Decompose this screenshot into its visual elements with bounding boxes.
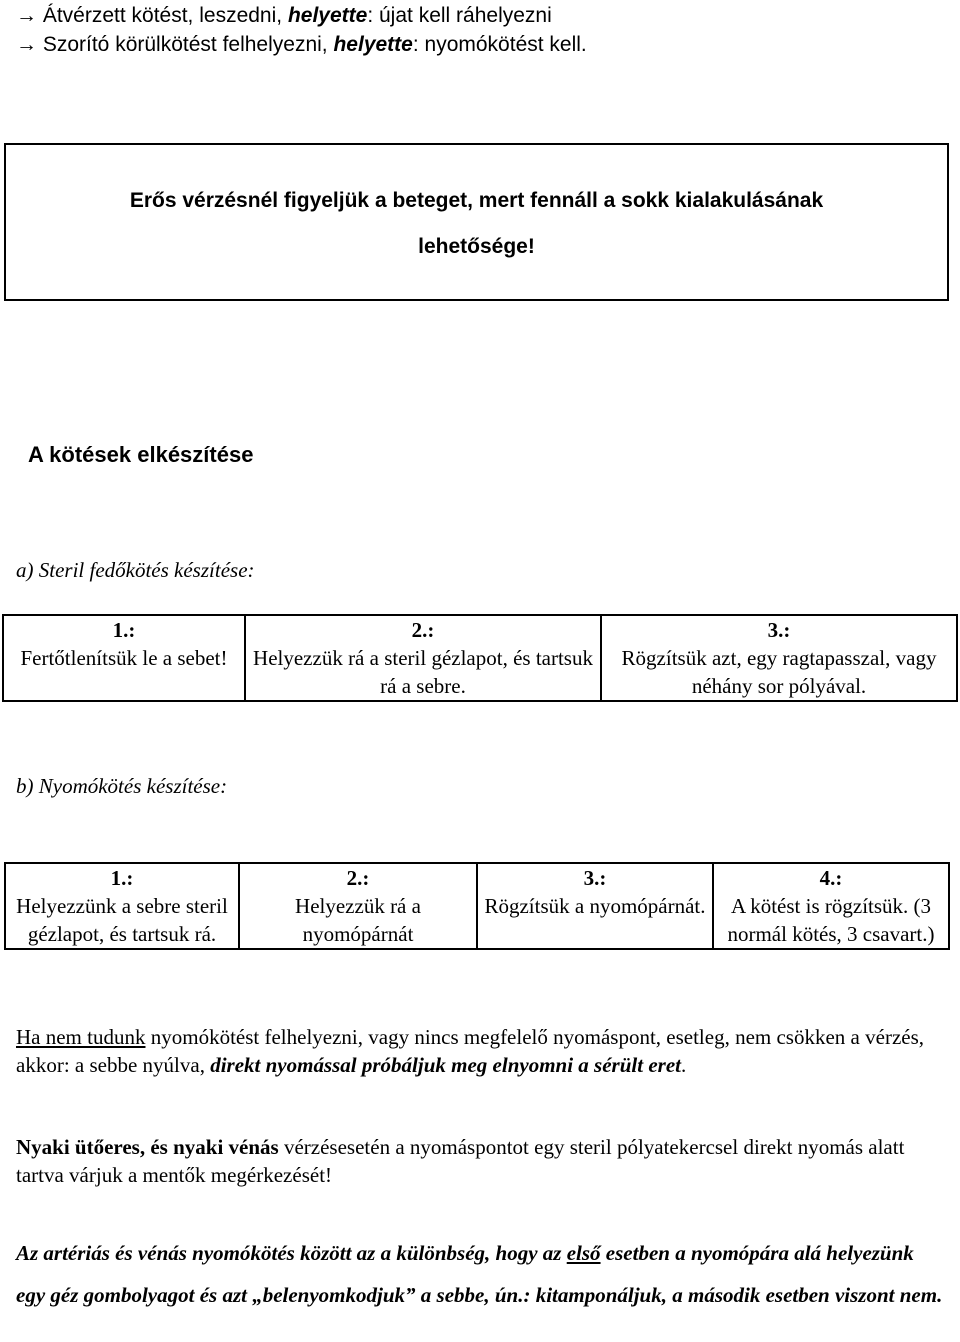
steril-step-3 bbox=[601, 615, 957, 701]
step-text: Helyezzük rá a nyomópárnát bbox=[295, 894, 421, 946]
nyomo-step-3 bbox=[477, 863, 713, 949]
nyomo-heading: b) Nyomókötés készítése: bbox=[16, 774, 228, 798]
step-number: 3.: bbox=[767, 618, 791, 642]
paragraph-text: vérzésesetén a nyomáspontot egy steril pólyatekercsel direkt nyomás alatt tartva várjuk a mentők megérkezését! bbox=[16, 1135, 905, 1187]
warning-line-1: Erős vérzésnél figyeljük a beteget, mert fennáll a sokk kialakulásának bbox=[129, 189, 824, 212]
instruction-emphasis: helyette bbox=[287, 4, 368, 27]
nyomo-step-2 bbox=[239, 863, 477, 949]
step-text: Rögzítsük a nyomópárnát. bbox=[484, 894, 706, 918]
instruction-text: → Átvérzett kötést, leszedni, bbox=[16, 4, 288, 27]
paragraph-text: Az artériás és vénás nyomókötés között az a különbség, hogy az bbox=[16, 1241, 567, 1265]
step-text: Helyezzük rá a steril gézlapot, és tartsuk rá a sebre. bbox=[253, 646, 593, 698]
step-number: 3.: bbox=[583, 866, 607, 890]
paragraph-text: nyomókötést felhelyezni, vagy nincs megfelelő nyomáspont, esetleg, nem csökken a vérzés, akkor: a sebbe nyúlva, bbox=[16, 1025, 925, 1077]
paragraph-neck-bleeding bbox=[16, 1133, 946, 1189]
paragraph-text: esetben viszont nem. bbox=[760, 1283, 943, 1307]
underlined-word: első bbox=[566, 1241, 601, 1265]
paragraph-text: . bbox=[680, 1053, 687, 1077]
paragraph-direct-pressure bbox=[16, 1023, 946, 1079]
step-number: 1.: bbox=[112, 618, 136, 642]
steril-step-2 bbox=[245, 615, 601, 701]
paragraph-difference bbox=[16, 1232, 946, 1316]
step-text: A kötést is rögzítsük. (3 normál kötés, 3 csavart.) bbox=[727, 894, 935, 946]
nyomo-step-1 bbox=[5, 863, 239, 949]
step-number: 4.: bbox=[819, 866, 843, 890]
emphasis-phrase: direkt nyomással próbáljuk meg elnyomni a sérült eret bbox=[210, 1053, 681, 1077]
instruction-line-1 bbox=[16, 2, 552, 30]
instruction-text: → Szorító körülkötést felhelyezni, bbox=[16, 33, 334, 56]
nyomo-steps-table bbox=[4, 862, 950, 950]
instruction-text: : nyomókötést kell. bbox=[412, 33, 587, 56]
steril-heading: a) Steril fedőkötés készítése: bbox=[16, 558, 255, 582]
warning-box bbox=[4, 143, 949, 301]
instruction-line-2 bbox=[16, 31, 587, 59]
instruction-text: : újat kell ráhelyezni bbox=[367, 4, 552, 27]
step-text: Fertőtlenítsük le a sebet! bbox=[20, 646, 228, 670]
step-number: 2.: bbox=[346, 866, 370, 890]
instruction-emphasis: helyette bbox=[333, 33, 413, 56]
warning-line-2: lehetősége! bbox=[418, 235, 535, 258]
nyomo-step-4 bbox=[713, 863, 949, 949]
step-number: 1.: bbox=[110, 866, 134, 890]
steril-step-1 bbox=[3, 615, 245, 701]
step-number: 2.: bbox=[411, 618, 435, 642]
underlined-phrase: Ha nem tudunk bbox=[16, 1025, 146, 1049]
emphasis-phrase: Nyaki ütőeres, és nyaki vénás bbox=[16, 1135, 279, 1159]
paragraph-text: esetben a nyomópára alá helyezünk egy géz gombolyagot és azt „belenyomkodjuk” a sebbe, ún.: kitamponáljuk, a bbox=[16, 1241, 914, 1307]
step-text: Helyezzünk a sebre steril gézlapot, és tartsuk rá. bbox=[16, 894, 228, 946]
steril-steps-table bbox=[2, 614, 958, 702]
paragraph-text: második bbox=[687, 1283, 761, 1307]
step-text: Rögzítsük azt, egy ragtapasszal, vagy néhány sor pólyával. bbox=[621, 646, 937, 698]
section-title: A kötések elkészítése bbox=[28, 442, 254, 467]
